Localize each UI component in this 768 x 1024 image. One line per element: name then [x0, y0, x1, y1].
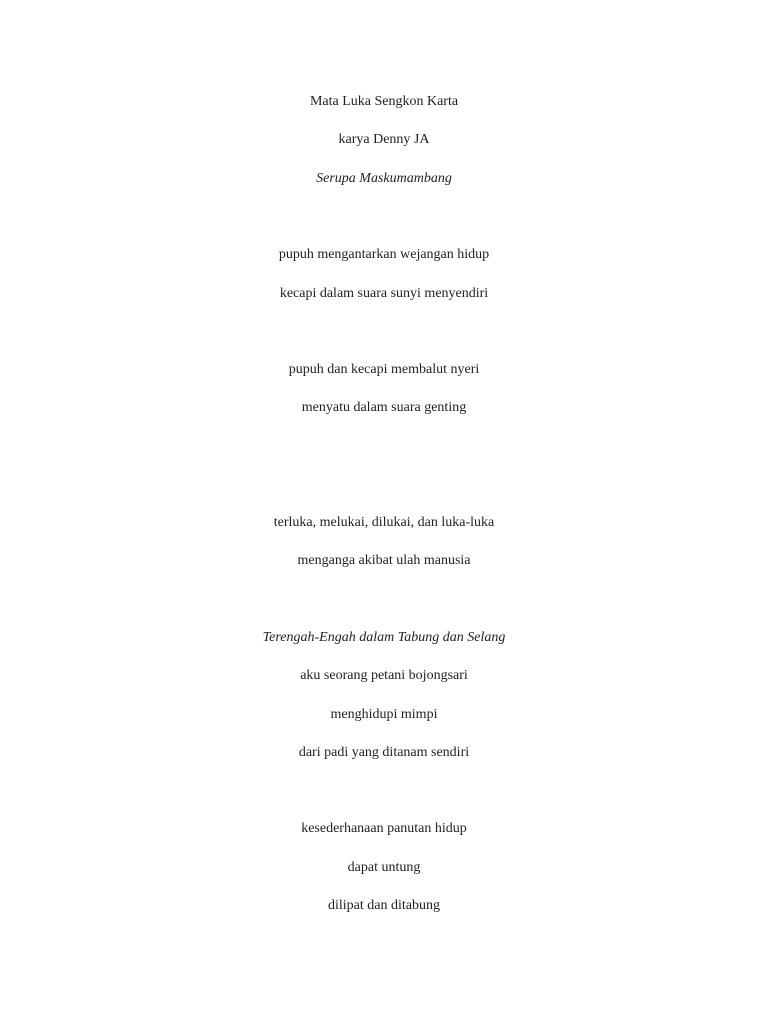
poem-author: karya Denny JA [338, 132, 430, 147]
stanza-2-line-2: menyatu dalam suara genting [301, 400, 467, 415]
section-heading: Terengah-Engah dalam Tabung dan Selang [262, 630, 506, 645]
stanza-4-line-1: aku seorang petani bojongsari [300, 668, 468, 683]
stanza-5-line-2: dapat untung [347, 860, 421, 875]
stanza-5-line-3: dilipat dan ditabung [328, 898, 440, 913]
poem-title: Mata Luka Sengkon Karta [309, 94, 459, 109]
stanza-5-line-1: kesederhanaan panutan hidup [301, 821, 467, 836]
stanza-1-line-1: pupuh mengantarkan wejangan hidup [278, 247, 490, 262]
stanza-4-line-3: dari padi yang ditanam sendiri [298, 745, 470, 760]
stanza-3-line-2: menganga akibat ulah manusia [297, 553, 471, 568]
stanza-4-line-2: menghidupi mimpi [330, 707, 438, 722]
stanza-3-line-1: terluka, melukai, dilukai, dan luka-luka [273, 515, 495, 530]
stanza-2-line-1: pupuh dan kecapi membalut nyeri [288, 362, 480, 377]
stanza-1-line-2: kecapi dalam suara sunyi menyendiri [279, 286, 489, 301]
poem-subtitle: Serupa Maskumambang [316, 171, 452, 186]
